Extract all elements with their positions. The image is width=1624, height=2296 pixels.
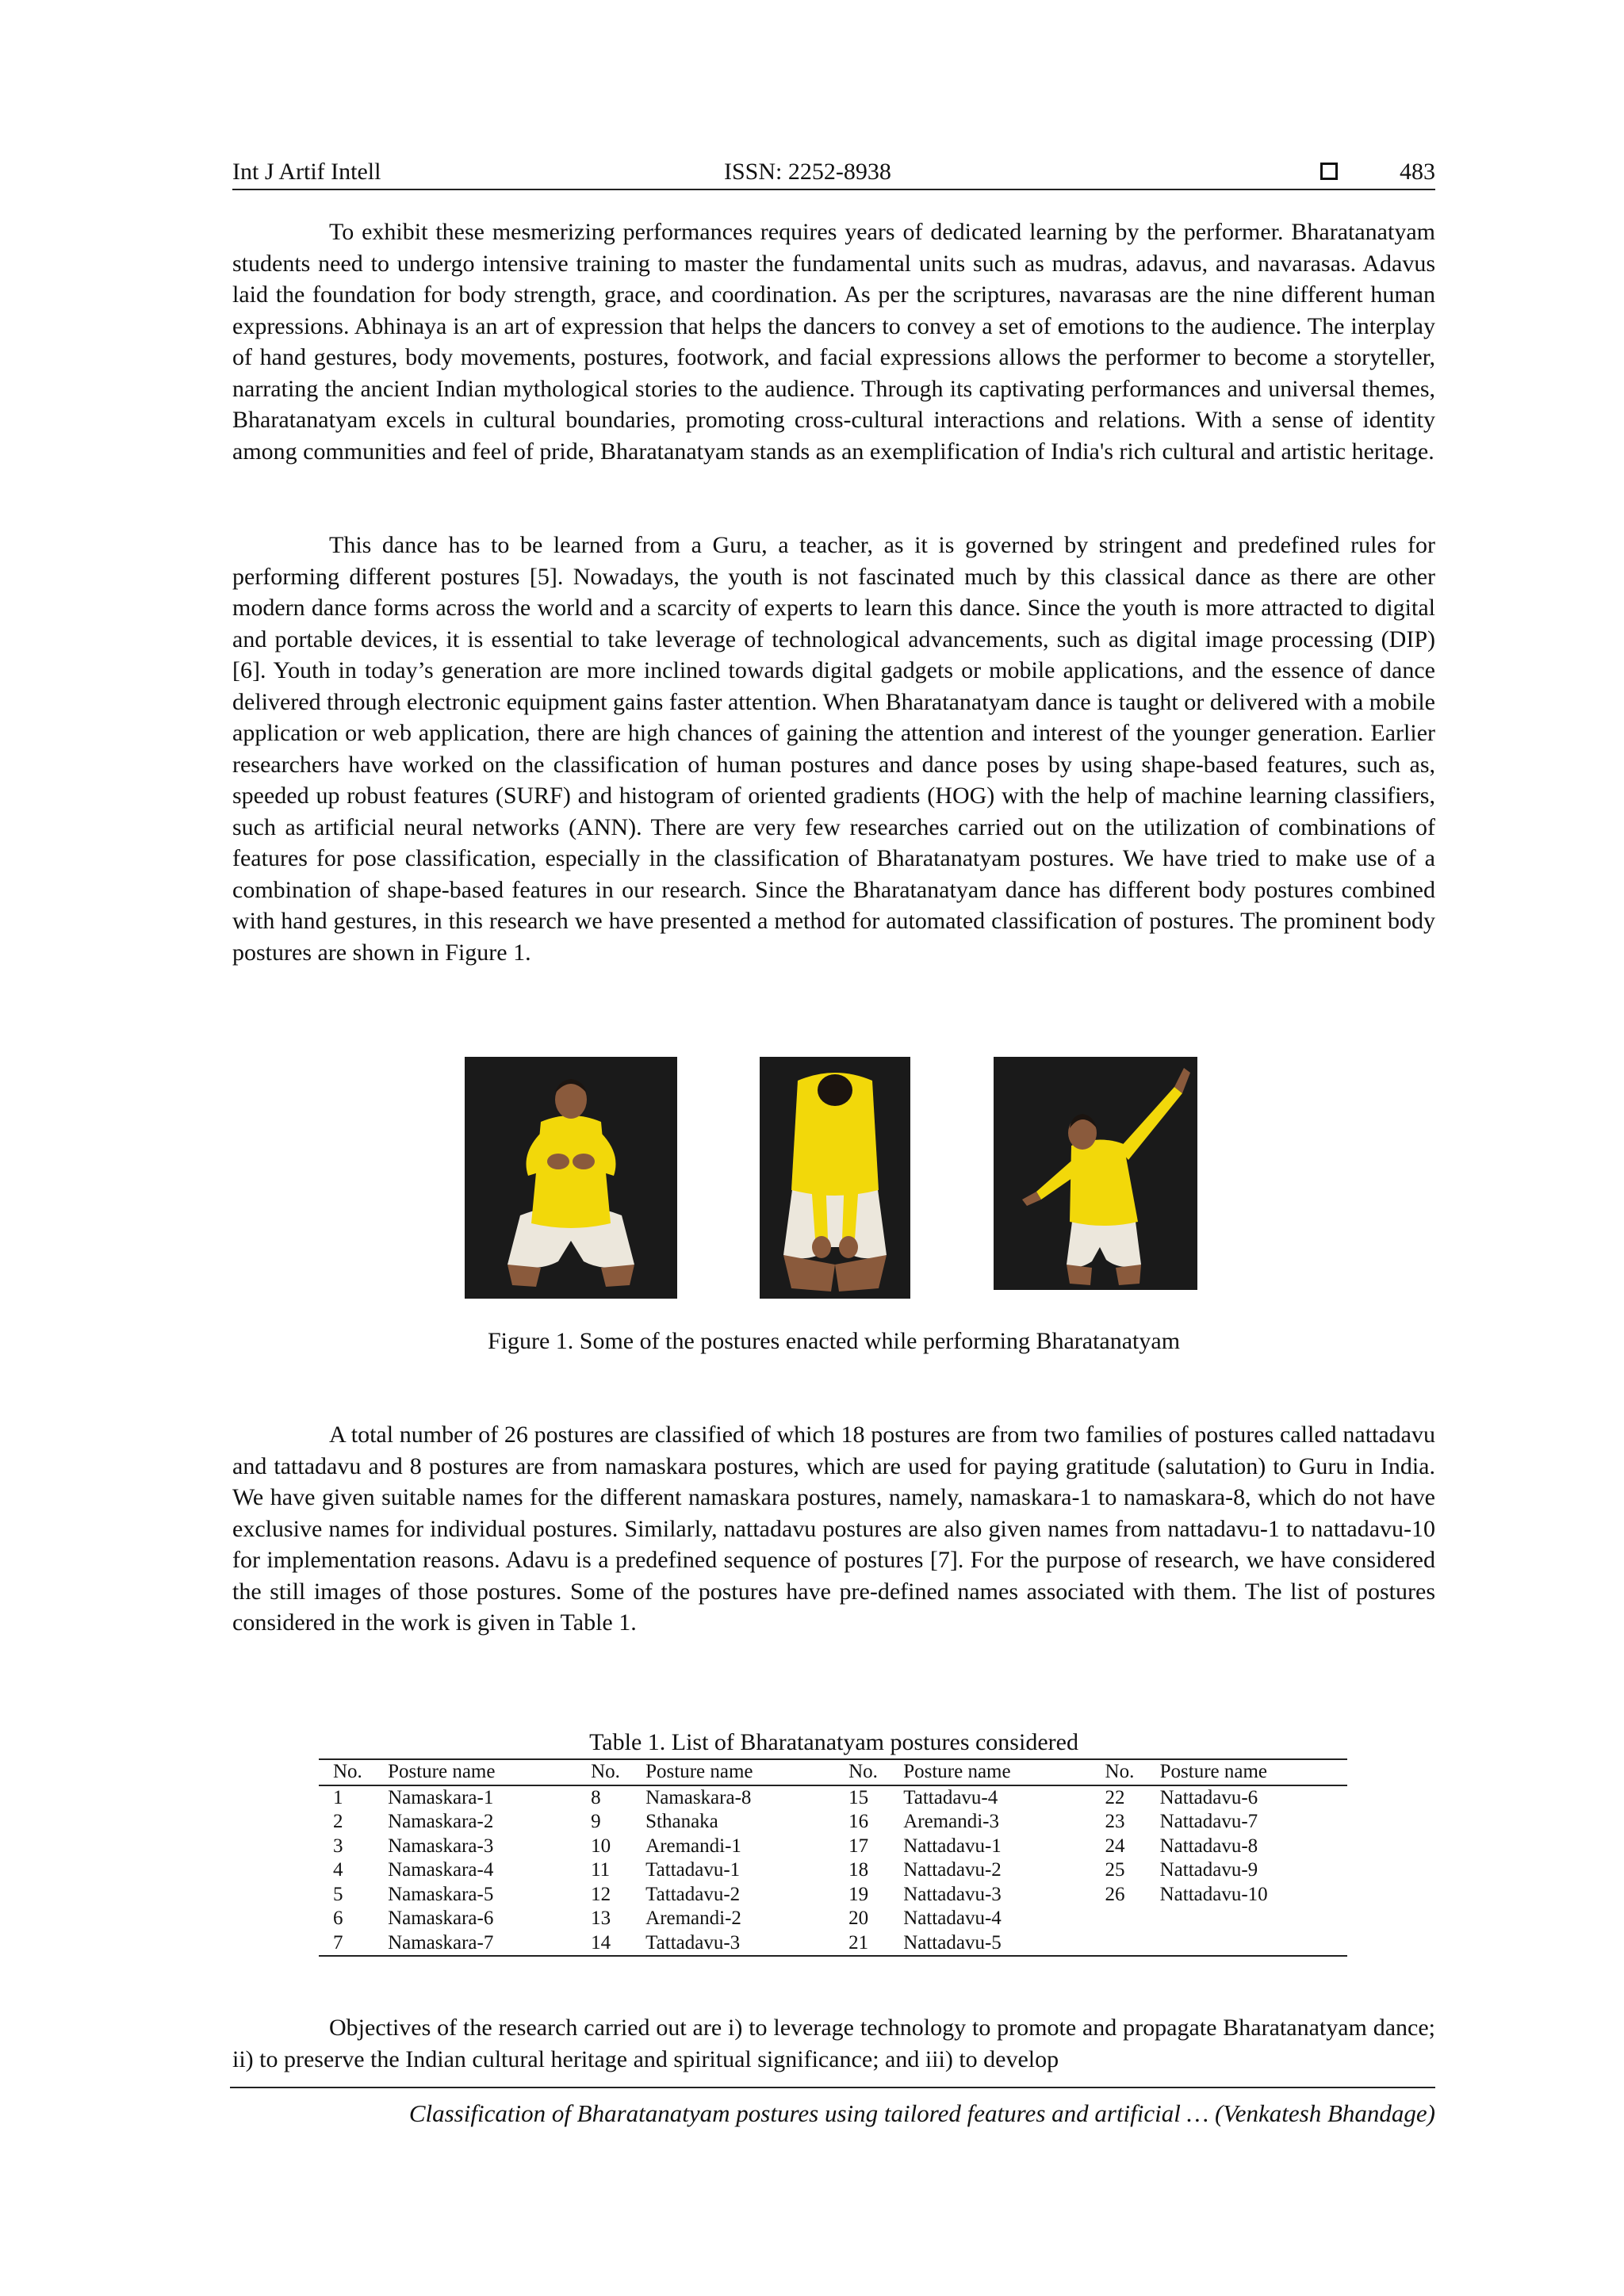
paragraph-1-text: To exhibit these mesmerizing performances requires years of dedicated learning by the performer. Bharatanatyam students need to undergo intensive training to master the fundamental units such as mudras, adavus, and navarasas. Adavus laid the foundation for body strength, grace, and coordination. As per the scriptures, navarasas are the nine different human expressions. Abhinaya is an art of expression that helps the dancers to convey a set of emotions to the audience. The interplay of hand gestures, body movements, postures, footwork, and facial expressions allows the performer to become a storyteller, narrating the ancient Indian mythological stories to the audience. Through its captivating performances and universal themes, Bharatanatyam excels in cultural boundaries, promoting cross-cultural interactions and relations. With a sense of identity among communities and feel of pride, Bharatanatyam stands as an exemplification of India's rich cultural and artistic heritage. bbox=[232, 219, 1435, 465]
table-cell: Nattadavu-7 bbox=[1159, 1811, 1258, 1832]
table-cell bbox=[1146, 1907, 1347, 1931]
table-cell: 6 bbox=[333, 1908, 343, 1929]
table-cell: 2 bbox=[333, 1811, 343, 1832]
table-cell: Namaskara-8 bbox=[645, 1786, 752, 1808]
table-cell: Namaskara-6 bbox=[388, 1908, 494, 1929]
table-row bbox=[319, 1810, 1347, 1835]
table-cell: Tattadavu-2 bbox=[645, 1883, 741, 1905]
table-cell bbox=[1091, 1907, 1146, 1931]
table-cell: Nattadavu-2 bbox=[903, 1859, 1002, 1881]
table-cell: 16 bbox=[848, 1811, 869, 1832]
table-cell: Tattadavu-1 bbox=[645, 1859, 741, 1881]
paragraph-2-text: This dance has to be learned from a Guru, a teacher, as it is governed by stringent and predefined rules for performing different postures [5]. Nowadays, the youth is not fascinated much by this classical dance as there are other modern dance forms across the world and a scarcity of experts to learn this dance. Since the youth is more attracted to digital and portable devices, it is essential to take leverage of technological advancements, such as digital image processing (DIP) [6]. Youth in today’s generation are more inclined towards digital gadgets or mobile applications, and the essence of dance delivered through electronic equipment gains faster attention. When Bharatanatyam dance is taught or delivered with a mobile application or web application, there are high chances of gaining the attention and interest of the younger generation. Earlier researchers have worked on the classification of human postures and dance poses by using shape-based features, such as, speeded up robust features (SURF) and histogram of oriented gradients (HOG) with the help of machine learning classifiers, such as artificial neural networks (ANN). There are very few researches carried out on the utilization of combinations of features for pose classification, especially in the classification of Bharatanatyam postures. We have tried to make use of a combination of shape-based features in our research. Since the Bharatanatyam dance has different body postures combined with hand gestures, in this research we have presented a method for automated classification of postures. The prominent body postures are shown in Figure 1. bbox=[232, 532, 1435, 966]
paragraph-3-text: A total number of 26 postures are classified of which 18 postures are from two families of postures called nattadavu and tattadavu and 8 postures are from namaskara postures, which are used for paying gratitude (salutation) to Guru in India. We have given suitable names for the different namaskara postures, namely, namaskara-1 to namaskara-8, which do not have exclusive names for individual postures. Similarly, nattadavu postures are also given names from nattadavu-1 to nattadavu-10 for implementation reasons. Adavu is a predefined sequence of postures [7]. For the purpose of research, we have considered the still images of those postures. Some of the postures have pre-defined names associated with them. The list of postures considered in the work is given in Table 1. bbox=[232, 1422, 1435, 1636]
table-cell: 14 bbox=[576, 1931, 631, 1957]
table-cell: Namaskara-5 bbox=[388, 1883, 494, 1905]
figure-caption: Figure 1. Some of the postures enacted while performing Bharatanatyam bbox=[487, 1328, 1181, 1354]
journal-name: Int J Artif Intell bbox=[232, 159, 381, 185]
posture-photo-3 bbox=[994, 1057, 1197, 1290]
table-row bbox=[319, 1835, 1347, 1859]
paragraph-4 bbox=[232, 2012, 1435, 2075]
table-cell: Nattadavu-4 bbox=[903, 1908, 1002, 1929]
table-cell: 18 bbox=[848, 1859, 869, 1881]
postures-table bbox=[319, 1758, 1347, 1957]
table-cell: 13 bbox=[591, 1908, 611, 1929]
table-row bbox=[319, 1858, 1347, 1883]
table-cell: 12 bbox=[591, 1883, 611, 1905]
table-caption: Table 1. List of Bharatanatyam postures considered bbox=[589, 1729, 1078, 1755]
table-cell: Sthanaka bbox=[645, 1811, 718, 1832]
posture-photo-2 bbox=[760, 1057, 910, 1299]
paragraph-2 bbox=[232, 530, 1435, 968]
col-header: No. bbox=[834, 1759, 889, 1785]
table-cell: 19 bbox=[848, 1883, 869, 1905]
table-cell: 3 bbox=[333, 1835, 343, 1857]
table-cell: 25 bbox=[1105, 1859, 1125, 1881]
table-cell: 21 bbox=[834, 1931, 889, 1957]
table-cell: 4 bbox=[333, 1859, 343, 1881]
paragraph-4-text: Objectives of the research carried out are i) to leverage technology to promote and propagate Bharatanatyam dance; ii) to preserve the Indian cultural heritage and spiritual significance; and iii) to develop bbox=[232, 2015, 1435, 2072]
posture-photo-1 bbox=[465, 1057, 677, 1299]
col-header: No. bbox=[1091, 1759, 1146, 1785]
table-cell: Namaskara-4 bbox=[388, 1859, 494, 1881]
table-cell: Aremandi-2 bbox=[645, 1908, 741, 1929]
table-cell: Nattadavu-3 bbox=[903, 1883, 1002, 1905]
table-cell: 20 bbox=[848, 1908, 869, 1929]
table-cell: Aremandi-1 bbox=[645, 1835, 741, 1857]
table-cell bbox=[1146, 1931, 1347, 1957]
table-cell: Namaskara-7 bbox=[373, 1931, 576, 1957]
table-cell: 7 bbox=[319, 1931, 373, 1957]
table-cell: 24 bbox=[1105, 1835, 1125, 1857]
table-cell: 22 bbox=[1105, 1786, 1125, 1808]
table-row bbox=[319, 1883, 1347, 1908]
col-header: Posture name bbox=[889, 1759, 1090, 1785]
table-row bbox=[319, 1785, 1347, 1811]
table-row bbox=[319, 1931, 1347, 1957]
col-header: Posture name bbox=[373, 1759, 576, 1785]
table-cell: 5 bbox=[333, 1883, 343, 1905]
table-cell: Nattadavu-9 bbox=[1159, 1859, 1258, 1881]
table-cell: Nattadavu-1 bbox=[903, 1835, 1002, 1857]
col-header: No. bbox=[319, 1759, 373, 1785]
square-icon bbox=[1320, 163, 1338, 180]
table-row bbox=[319, 1907, 1347, 1931]
table-cell: 8 bbox=[591, 1786, 601, 1808]
table-cell: 1 bbox=[333, 1786, 343, 1808]
table-cell: Tattadavu-3 bbox=[631, 1931, 834, 1957]
running-footer bbox=[230, 2087, 1435, 2128]
footer-title: Classification of Bharatanatyam postures using tailored features and artificial … (Venkatesh Bhandage) bbox=[408, 2099, 1435, 2127]
issn: ISSN: 2252-8938 bbox=[724, 159, 891, 185]
paragraph-3 bbox=[232, 1419, 1435, 1639]
table-cell: 17 bbox=[848, 1835, 869, 1857]
table-cell: Nattadavu-8 bbox=[1159, 1835, 1258, 1857]
table-cell bbox=[1091, 1931, 1146, 1957]
col-header: Posture name bbox=[631, 1759, 834, 1785]
table-cell: Tattadavu-4 bbox=[903, 1786, 998, 1808]
table-cell: 11 bbox=[591, 1859, 611, 1881]
table-cell: 15 bbox=[848, 1786, 869, 1808]
col-header: No. bbox=[576, 1759, 631, 1785]
table-cell: Namaskara-2 bbox=[388, 1811, 494, 1832]
table-cell: Nattadavu-10 bbox=[1159, 1883, 1268, 1905]
table-cell: Nattadavu-5 bbox=[889, 1931, 1090, 1957]
table-cell: 23 bbox=[1105, 1811, 1125, 1832]
table-cell: Nattadavu-6 bbox=[1159, 1786, 1258, 1808]
page-number: 483 bbox=[1400, 159, 1435, 185]
table-cell: 9 bbox=[591, 1811, 601, 1832]
table-cell: 26 bbox=[1105, 1883, 1125, 1905]
table-cell: 10 bbox=[591, 1835, 611, 1857]
table-cell: Namaskara-1 bbox=[388, 1786, 494, 1808]
table-cell: Namaskara-3 bbox=[388, 1835, 494, 1857]
running-header bbox=[232, 155, 1435, 190]
table-cell: Aremandi-3 bbox=[903, 1811, 999, 1832]
paragraph-1 bbox=[232, 216, 1435, 467]
col-header: Posture name bbox=[1146, 1759, 1347, 1785]
table-header-row bbox=[319, 1759, 1347, 1785]
